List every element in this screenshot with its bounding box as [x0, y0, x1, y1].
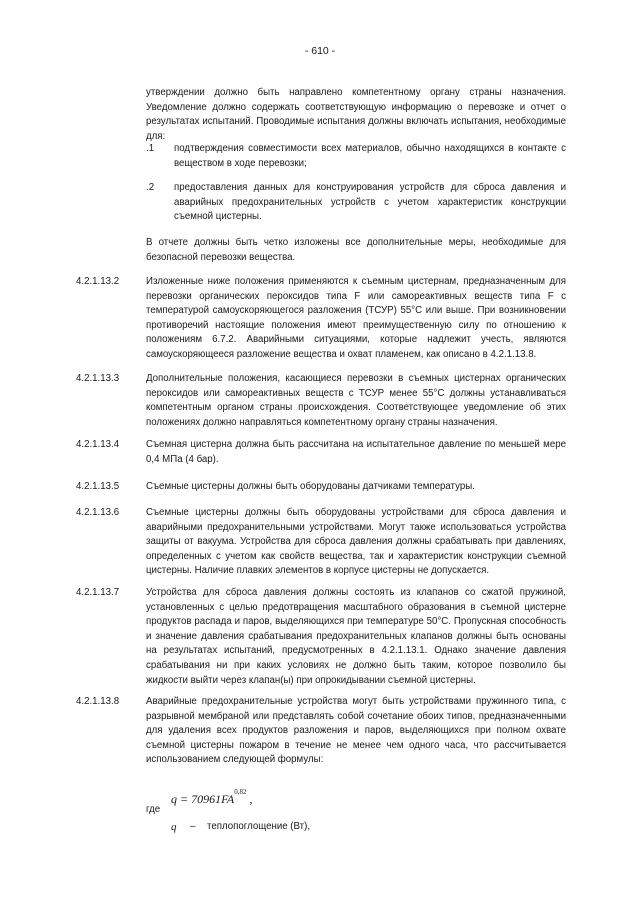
definition-text: теплопоглощение (Вт), — [207, 821, 311, 832]
section-number: 4.2.1.13.7 — [76, 587, 120, 598]
definition-dash: – — [190, 821, 196, 832]
page-number: - 610 - — [304, 45, 336, 57]
section-text: Аварийные предохранительные устройства могут быть устройствами пружинного типа, с разрывной мембраной или представлять собой сочетание обоих типов, предназначенными для удаления всех продуктов разложения и паров, выделяющихся при полном охвате съемной цистерны пожаром в течение не менее чем одного часа, что рассчитывается использованием следующей формулы: — [146, 696, 566, 766]
section-number: 4.2.1.13.5 — [76, 481, 120, 492]
section-number: 4.2.1.13.3 — [76, 373, 120, 384]
section-number: 4.2.1.13.6 — [76, 507, 120, 518]
section-text: Съемные цистерны должны быть оборудованы устройствами для сброса давления и аварийными предохранительными устройствами. Могут также использоваться устройства защиты от вакуума. Устройства для сброса давления должны срабатывать при давлениях, определенных с учетом как свойств вещества, так и характеристик конструкции съемной цистерны. Наличие плавких элементов в корпусе цистерны не допускается. — [146, 507, 566, 577]
list-item-text: подтверждения совместимости всех материалов, обычно находящихся в контакте с веществом в ходе перевозки; — [174, 143, 566, 169]
formula-exponent: 0,82 — [234, 788, 247, 796]
section-number: 4.2.1.13.8 — [76, 696, 120, 707]
section-number: 4.2.1.13.2 — [76, 276, 120, 287]
section-text: Съемные цистерны должны быть оборудованы датчиками температуры. — [146, 481, 475, 492]
section-text: Съемная цистерна должна быть рассчитана на испытательное давление по меньшей мере 0,4 МПа (4 бар). — [146, 439, 566, 465]
section-number: 4.2.1.13.4 — [76, 439, 120, 450]
section-text: Изложенные ниже положения применяются к съемным цистернам, предназначенным для перевозки органических пероксидов типа F или самореактивных веществ типа F с температурой самоускоряющегося разложения (ТСУР) 55°С или выше. При возникновении противоречий настоящие положения имеют преимущественную силу по отношению к положениям 6.7.2. Аварийными ситуациями, которые надлежит учесть, являются самоускоряющееся разложение вещества и охват пламенем, как описано в 4.2.1.13.8. — [146, 276, 566, 360]
list-item-text: предоставления данных для конструирования устройств для сброса давления и аварийных предохранительных устройств с учетом характеристик конструкции съемной цистерны. — [174, 182, 566, 223]
list-item-number: .1 — [146, 143, 155, 154]
where-label: где — [146, 804, 161, 815]
formula-lhs: q = 70961FA — [171, 792, 235, 806]
definition-symbol: q — [171, 821, 177, 833]
intro-paragraph: утверждении должно быть направлено компетентному органу страны назначения. Уведомление должно содержать соответствующую информацию о перевозке и отчет о результатах испытаний. Проводимые испытания должны включать испытания, необходимые для: — [146, 87, 566, 142]
section-text: Дополнительные положения, касающиеся перевозки в съемных цистернах органических пероксидов или самореактивных веществ с ТСУР менее 55°С должны устанавливаться компетентным органом страны происхождения. Соответствующее уведомление об этих положениях должно направляться компетентному органу страны назначения. — [146, 373, 566, 428]
section-text: Устройства для сброса давления должны состоять из клапанов со сжатой пружиной, установленных с целью предотвращения масштабного образования в съемной цистерне продуктов распада и паров, выделяющихся при температуре 50°С. Пропускная способность и значение давления срабатывания предохранительных клапанов должны быть основаны на результатах испытаний, предусмотренных в 4.2.1.13.1. Однако значение давления срабатывания ни при каких условиях не должно быть таким, которое позволило бы жидкости выйти через клапан(ы) при опрокидывании съемной цистерны. — [146, 587, 566, 686]
formula — [171, 785, 252, 807]
intro-closing-paragraph: В отчете должны быть четко изложены все дополнительные меры, необходимые для безопасной перевозки вещества. — [146, 237, 566, 263]
list-item-number: .2 — [146, 182, 155, 193]
formula-tail: , — [249, 792, 253, 806]
